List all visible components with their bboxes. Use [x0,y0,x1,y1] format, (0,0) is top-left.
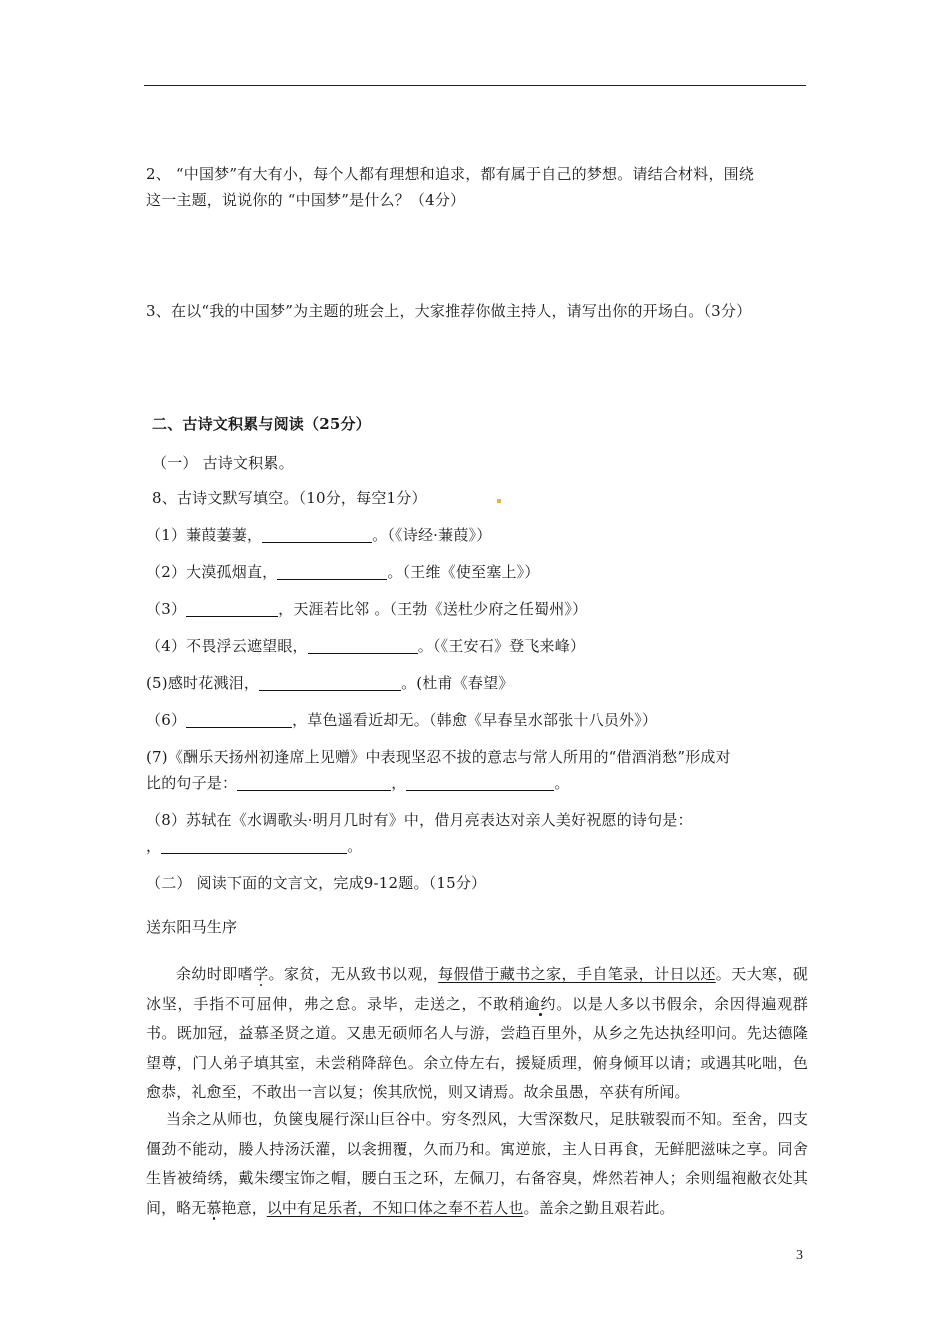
fill-item-7-line-1: (7)《酬乐天扬州初逢席上见赠》中表现坚忍不拔的意志与常人所用的“借酒消愁”形成对 [146,748,731,766]
subsection-1-heading: （一） 古诗文积累。 [152,454,294,472]
fill-item-4: （4）不畏浮云遮望眼， 。（《王安石》登飞来峰） [146,637,586,655]
fill-item-8-line-1: （8）苏轼在《水调歌头·明月几时有》中，借月亮表达对亲人美好祝愿的诗句是： [146,811,693,829]
emphasis-dot-char: 慕 [206,1198,222,1217]
emphasis-dot-char: 学 [253,965,269,983]
answer-blank[interactable] [237,774,391,791]
passage-paragraph-1: 余幼时即嗜学。家贫，无从致书以观，每假借于藏书之家，手自笔录，计日以还。天大寒，砚冰坚，手指不可屈伸，弗之怠。录毕，走送之，不敢稍逾约。以是人多以书假余，余因得遍观群书。既加冠，益慕圣贤之道。又患无硕师名人与游，尝趋百里外，从乡之先达执经叩问。先达德隆望尊，门人弟子填其室，未尝稍降辞色。余立侍左右，援疑质理，俯身倾耳以请；或遇其叱咄，色愈恭，礼愈至，不敢出一言以复；俟其欣悦，则又请焉。故余虽愚，卒获有所闻。 [146,965,809,1101]
fill-item-7-line-2: 比的句子是： ， 。 [146,774,570,792]
page-number: 3 [796,1248,803,1263]
fill-item-6: （6） ，草色遥看近却无。（韩愈《早春呈水部张十八员外》） [146,711,658,729]
fill-item-8-line-2: ， 。 [146,837,363,855]
passage-title: 送东阳马生序 [146,918,238,936]
question-3: 3、在以“我的中国梦”为主题的班会上，大家推荐你做主持人，请写出你的开场白。（3分） [146,302,752,320]
passage-paragraph-2: 当余之从师也，负箧曳屣行深山巨谷中。穷冬烈风，大雪深数尺，足肤皲裂而不知。至舍，四支僵劲不能动，媵人持汤沃灌，以衾拥覆，久而乃和。寓逆旅，主人日再食，无鲜肥滋味之享。同舍生皆被绮绣，戴朱缨宝饰之帽，腰白玉之环，左佩刀，右备容臭，烨然若神人；余则缊袍敝衣处其间，略无慕艳意，以中有足乐者，不知口体之奉不若人也。盖余之勤且艰若此。 [146,1110,808,1217]
underlined-sentence: 每假借于藏书之家，手自笔录，计日以还 [438,965,716,983]
stray-mark [497,499,501,503]
fill-item-2: （2）大漠孤烟直， 。（王维《使至塞上》） [146,563,540,581]
fill-item-3: （3） ，天涯若比邻 。（王勃《送杜少府之任蜀州》） [146,600,588,618]
answer-blank[interactable] [277,563,387,580]
question-2-line-1: 2、 “中国梦”有大有小，每个人都有理想和追求，都有属于自己的梦想。请结合材料，围绕 [146,165,755,183]
answer-blank[interactable] [186,600,278,617]
question-8: 8、古诗文默写填空。（10分，每空1分） [152,489,427,507]
answer-blank[interactable] [186,711,292,728]
question-2-line-2: 这一主题，说说你的 “中国梦”是什么？（4分） [146,191,466,209]
header-rule [144,85,806,86]
answer-blank[interactable] [161,837,347,854]
answer-blank[interactable] [406,774,554,791]
answer-blank[interactable] [262,526,372,543]
subsection-2-heading: （二） 阅读下面的文言文，完成9-12题。（15分） [146,874,487,892]
section-2-heading: 二、古诗文积累与阅读（25分） [152,415,371,433]
emphasis-dot-char: 逾约 [524,994,557,1013]
answer-blank[interactable] [308,637,418,654]
underlined-sentence: 以中有足乐者，不知口体之奉不若人也 [266,1198,524,1217]
fill-item-5: (5)感时花溅泪， 。(杜甫《春望》 [146,674,514,692]
fill-item-1: （1）蒹葭萋萋， 。（《诗经·蒹葭》） [146,526,492,544]
answer-blank[interactable] [259,674,401,691]
